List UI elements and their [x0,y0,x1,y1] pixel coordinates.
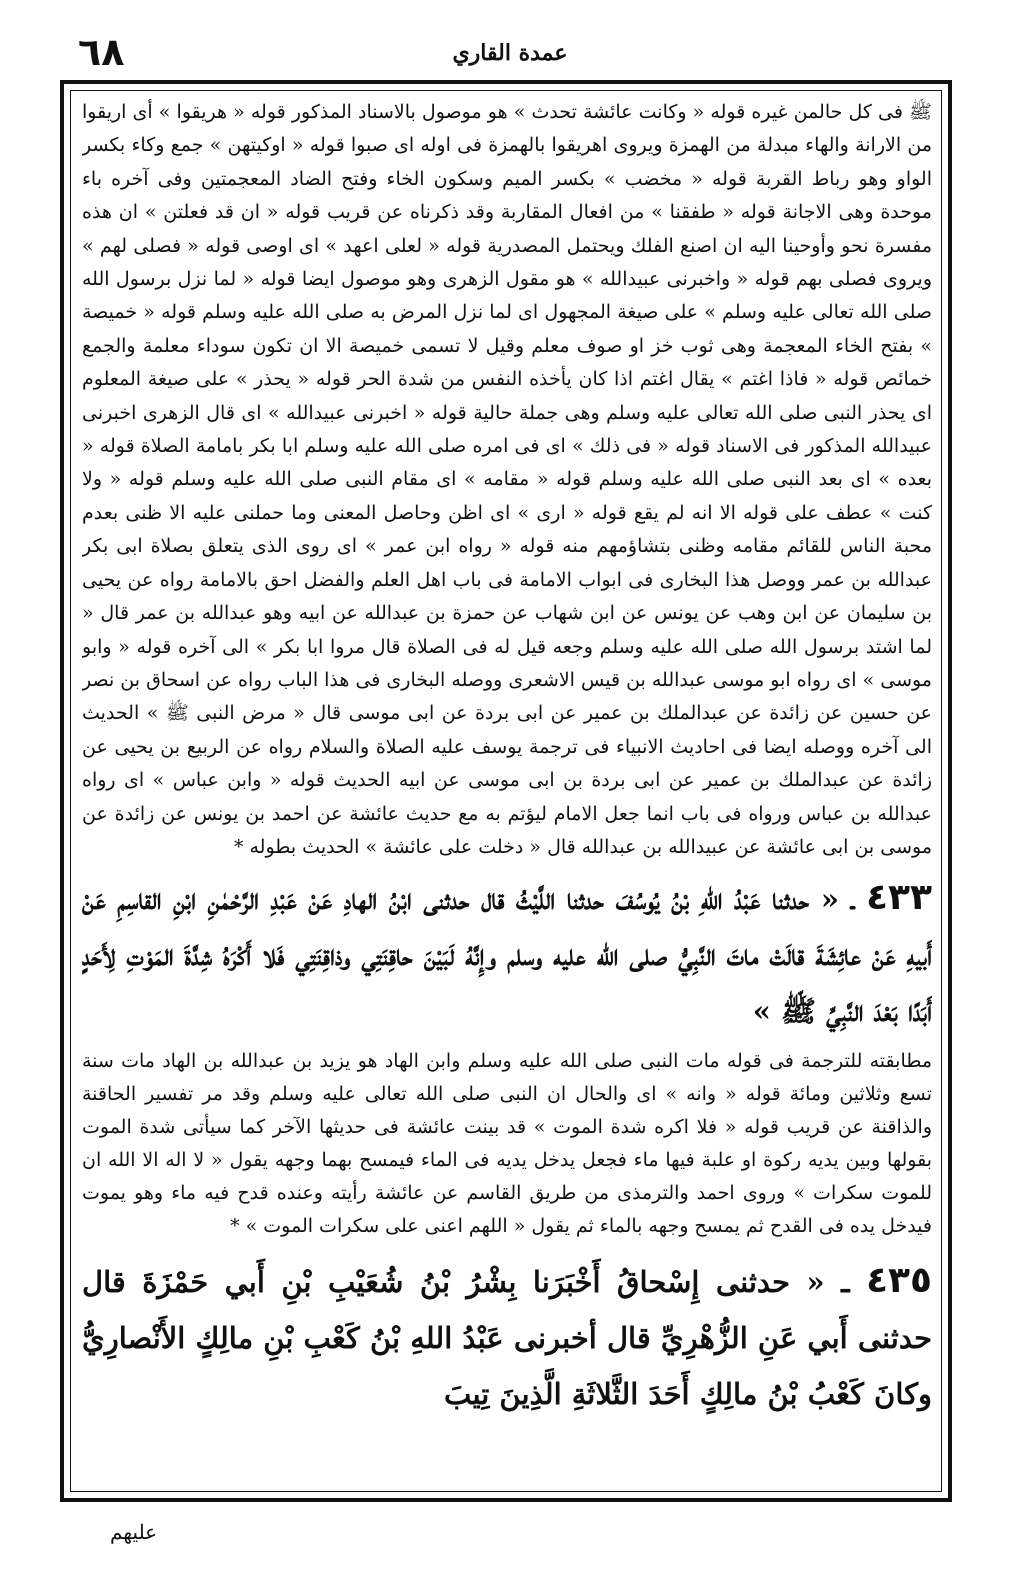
book-title: عمدة القاري [452,40,568,66]
page-number: ٦٨ [78,30,125,74]
hadith-number: ٤٣٥ [866,1260,932,1302]
running-head [70,30,950,74]
hadith-entry-433 [82,870,932,1039]
hadith-entry-435 [82,1253,932,1422]
catchword: عليهم [110,1520,158,1544]
hadith-number: ٤٣٣ [866,877,932,919]
commentary-paragraph-1: ﷺ فى كل حالمن غيره قوله « وكانت عائشة تحدث » هو موصول بالاسناد المذكور قوله « هريقوا » أى اريقوا من الارانة والهاء مبدلة من الهمزة ويروى اهريقوا بالهمزة فى اوله اى صبوا قوله « اوكيتهن » جمع وكاء بكسر الواو وهو رباط القربة قوله « مخضب » بكسر الميم وسكون الخاء وفتح الضاد المعجمتين وفى آخره باء موحدة وهى الاجانة قوله « طفقنا » من افعال المقاربة وقد ذكرناه عن قريب قوله « ان قد فعلتن » ان هذه مفسرة نحو وأوحينا اليه ان اصنع الفلك ويحتمل المصدرية قوله « لعلى اعهد » اى اوصى قوله « فصلى لهم » ويروى فصلى بهم قوله « واخبرنى عبيدالله » هو مقول الزهرى وهو موصول ايضا قوله « لما نزل برسول الله صلى الله تعالى عليه وسلم » على صيغة المجهول اى لما نزل المرض به صلى الله عليه وسلم قوله « خميصة » بفتح الخاء المعجمة وهى ثوب خز او صوف معلم وقيل لا تسمى خميصة الا ان تكون سوداء معلمة والجمع خمائص قوله « فاذا اغتم » يقال اغتم اذا كان يأخذه النفس من شدة الحر قوله « يحذر » على صيغة المعلوم اى يحذر النبى صلى الله تعالى عليه وسلم وهى جملة حالية قوله « اخبرنى عبيدالله » اى قال الزهرى اخبرنى عبيدالله المذكور فى الاسناد قوله « فى ذلك » اى فى امره صلى الله عليه وسلم ابا بكر بامامة الصلاة قوله « بعده » اى بعد النبى صلى الله عليه وسلم قوله « مقامه » اى مقام النبى صلى الله عليه وسلم قوله « ولا كنت » عطف على قوله الا انه لم يقع قوله « ارى » اى اظن وحاصل المعنى وما حملنى عليه الا ظنى بعدم محبة الناس للقائم مقامه وظنى بتشاؤمهم منه قوله « رواه ابن عمر » اى روى الذى يتعلق بصلاة ابى بكر عبدالله بن عمر ووصل هذا البخارى فى ابواب الامامة فى باب اهل العلم والفضل احق بالامامة رواه عن يحيى بن سليمان عن ابن وهب عن يونس عن ابن شهاب عن حمزة بن عبدالله عن ابيه وهو عبدالله بن عمر قال « لما اشتد برسول الله صلى الله عليه وسلم وجعه قيل له فى الصلاة قال مروا ابا بكر » الى آخره قوله « وابو موسى » اى رواه ابو موسى عبدالله بن قيس الاشعرى ووصله البخارى فى هذا الباب رواه عن اسحاق بن نصر عن حسين عن زائدة عن عبدالملك بن عمير عن ابى بردة عن ابى موسى قال « مرض النبى ﷺ » الحديث الى آخره ووصله ايضا فى احاديث الانبياء فى ترجمة يوسف عليه الصلاة والسلام رواه عن الربيع بن يحيى عن زائدة عن عبدالملك بن عمير عن ابى بردة بن ابى موسى عن ابيه الحديث قوله « وابن عباس » اى رواه عبدالله بن عباس ورواه فى باب انما جعل الامام ليؤتم به مع حديث عائشة عن احمد بن يونس عن زائدة عن موسى بن ابى عائشة عن عبيدالله بن عبدالله قال « دخلت على عائشة » الحديث بطوله * [82,101,932,858]
main-text [82,96,932,1490]
commentary-paragraph-2: مطابقته للترجمة فى قوله مات النبى صلى الله عليه وسلم وابن الهاد هو يزيد بن عبدالله بن الهاد مات سنة تسع وثلاثين ومائة قوله « وانه » اى والحال ان النبى صلى الله تعالى عليه وسلم وقد مر تفسير الحاقنة والذاقنة عن قريب قوله « فلا اكره شدة الموت » قد بينت عائشة فى حديثها الآخر كما سيأتى شدة الموت بقولها وبين يديه ركوة او علبة فيها ماء فجعل يدخل يديه فى الماء فيمسح بهما وجهه يقول « لا اله الا الله ان للموت سكرات » وروى احمد والترمذى من طريق القاسم عن عائشة رأيته وعنده قدح فيه ماء وهو يموت فيدخل يده فى القدح ثم يمسح وجهه بالماء ثم يقول « اللهم اعنى على سكرات الموت » * [82,1050,932,1238]
hadith-text: ـ « حدثنى إِسْحاقُ أَخْبَرَنا بِشْرُ بْنُ شُعَيْبِ بْنِ أَبي حَمْزَةَ قال حدثنى أَبي عَنِ الزُّهْرِيِّ قال أخبرنى عَبْدُ اللهِ بْنُ كَعْبِ بْنِ مالِكٍ الأَنْصارِيُّ وكانَ كَعْبُ بْنُ مالِكٍ أَحَدَ الثَّلاثَةِ الَّذِينَ تِيبَ [82,1265,932,1412]
hadith-text: ـ « حدثنا عَبْدُ اللهِ بْنُ يُوسُفَ حدثنا اللَّيْثُ قال حدثنى ابْنُ الهادِ عَنْ عَبْدِ الرَّحْمٰنِ ابْنِ القاسِمِ عَنْ أَبيهِ عَنْ عائِشَةَ قالَتْ ماتَ النَّبِيُّ صلى الله عليه وسلم وإِنَّهُ لَبَيْنَ حاقِنَتِي وذاقِنَتِي فَلا أَكْرَهُ شِدَّةَ المَوْتِ لِأَحَدٍ أَبَدًا بَعْدَ النَّبِيِّ ﷺ » [82,882,932,1029]
